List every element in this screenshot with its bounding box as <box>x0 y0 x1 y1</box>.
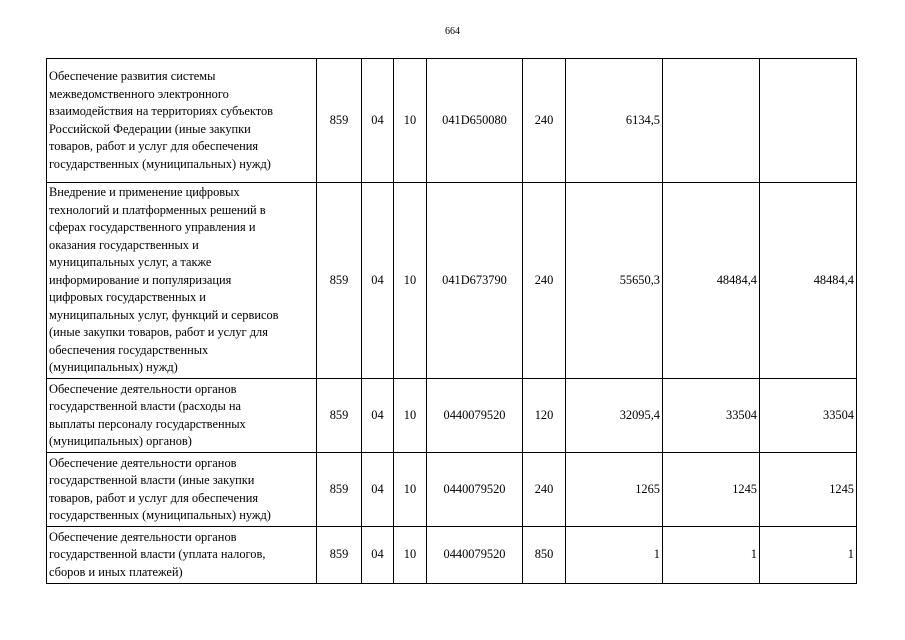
table-row <box>47 183 857 379</box>
amount-year-1: 32095,4 <box>566 379 663 453</box>
table-row <box>47 379 857 453</box>
section-code: 04 <box>362 183 394 379</box>
ministry-code: 859 <box>317 527 362 584</box>
description-line: (иные закупки товаров, работ и услуг для <box>49 325 268 340</box>
expense-type-code: 240 <box>523 453 566 527</box>
description-line: муниципальных услуг, функций и сервисов <box>49 307 279 322</box>
section-code: 04 <box>362 379 394 453</box>
amount-year-2: 1245 <box>663 453 760 527</box>
description-line: технологий и платформенных решений в <box>49 202 266 217</box>
amount-year-3 <box>760 59 857 183</box>
budget-table <box>46 58 857 584</box>
amount-year-1: 1265 <box>566 453 663 527</box>
row-description <box>47 453 317 527</box>
row-description <box>47 59 317 183</box>
description-line: Обеспечение развития системы <box>49 69 216 83</box>
row-description <box>47 183 317 379</box>
description-line: взаимодействия на территориях субъектов <box>49 104 274 118</box>
subsection-code: 10 <box>394 527 427 584</box>
description-line: государственных (муниципальных) нужд) <box>49 156 271 171</box>
amount-year-1: 55650,3 <box>566 183 663 379</box>
ministry-code: 859 <box>317 379 362 453</box>
section-code: 04 <box>362 59 394 183</box>
row-description <box>47 379 317 453</box>
target-article-code: 0440079520 <box>427 379 523 453</box>
description-line: Обеспечение деятельности органов <box>49 381 237 396</box>
description-line: (муниципальных) органов) <box>49 434 192 448</box>
table-row <box>47 59 857 183</box>
description-line: Российской Федерации (иные закупки <box>49 121 251 136</box>
target-article-code: 0440079520 <box>427 453 523 527</box>
amount-year-1: 6134,5 <box>566 59 663 183</box>
amount-year-1: 1 <box>566 527 663 584</box>
ministry-code: 859 <box>317 453 362 527</box>
description-line: товаров, работ и услуг для обеспечения <box>49 139 259 153</box>
amount-year-2: 1 <box>663 527 760 584</box>
description-line: сборов и иных платежей) <box>49 564 183 579</box>
target-article-code: 0440079520 <box>427 527 523 584</box>
subsection-code: 10 <box>394 59 427 183</box>
table-row <box>47 527 857 584</box>
amount-year-2: 48484,4 <box>663 183 760 379</box>
page-number: 664 <box>445 26 460 37</box>
description-line: товаров, работ и услуг для обеспечения <box>49 490 259 505</box>
ministry-code: 859 <box>317 59 362 183</box>
description-line: государственной власти (расходы на <box>49 399 241 413</box>
expense-type-code: 240 <box>523 59 566 183</box>
description-line: сферах государственного управления и <box>49 220 256 235</box>
description-line: выплаты персоналу государственных <box>49 416 246 431</box>
description-line: Внедрение и применение цифровых <box>49 185 240 200</box>
target-article-code: 041D673790 <box>427 183 523 379</box>
description-line: (муниципальных) нужд) <box>49 360 178 375</box>
subsection-code: 10 <box>394 183 427 379</box>
description-line: цифровых государственных и <box>49 290 206 305</box>
description-line: государственной власти (иные закупки <box>49 473 255 487</box>
amount-year-3: 1245 <box>760 453 857 527</box>
subsection-code: 10 <box>394 379 427 453</box>
description-line: информирование и популяризация <box>49 272 232 287</box>
ministry-code: 859 <box>317 183 362 379</box>
subsection-code: 10 <box>394 453 427 527</box>
amount-year-2 <box>663 59 760 183</box>
target-article-code: 041D650080 <box>427 59 523 183</box>
description-line: муниципальных услуг, а также <box>49 255 212 270</box>
description-line: государственных (муниципальных) нужд) <box>49 508 271 522</box>
expense-type-code: 850 <box>523 527 566 584</box>
table-row <box>47 453 857 527</box>
amount-year-3: 33504 <box>760 379 857 453</box>
amount-year-3: 48484,4 <box>760 183 857 379</box>
expense-type-code: 240 <box>523 183 566 379</box>
section-code: 04 <box>362 527 394 584</box>
amount-year-3: 1 <box>760 527 857 584</box>
description-line: обеспечения государственных <box>49 342 209 357</box>
description-line: оказания государственных и <box>49 237 199 252</box>
description-line: Обеспечение деятельности органов <box>49 529 237 544</box>
section-code: 04 <box>362 453 394 527</box>
amount-year-2: 33504 <box>663 379 760 453</box>
description-line: Обеспечение деятельности органов <box>49 455 237 470</box>
row-description <box>47 527 317 584</box>
expense-type-code: 120 <box>523 379 566 453</box>
description-line: государственной власти (уплата налогов, <box>49 547 266 562</box>
description-line: межведомственного электронного <box>49 86 229 101</box>
